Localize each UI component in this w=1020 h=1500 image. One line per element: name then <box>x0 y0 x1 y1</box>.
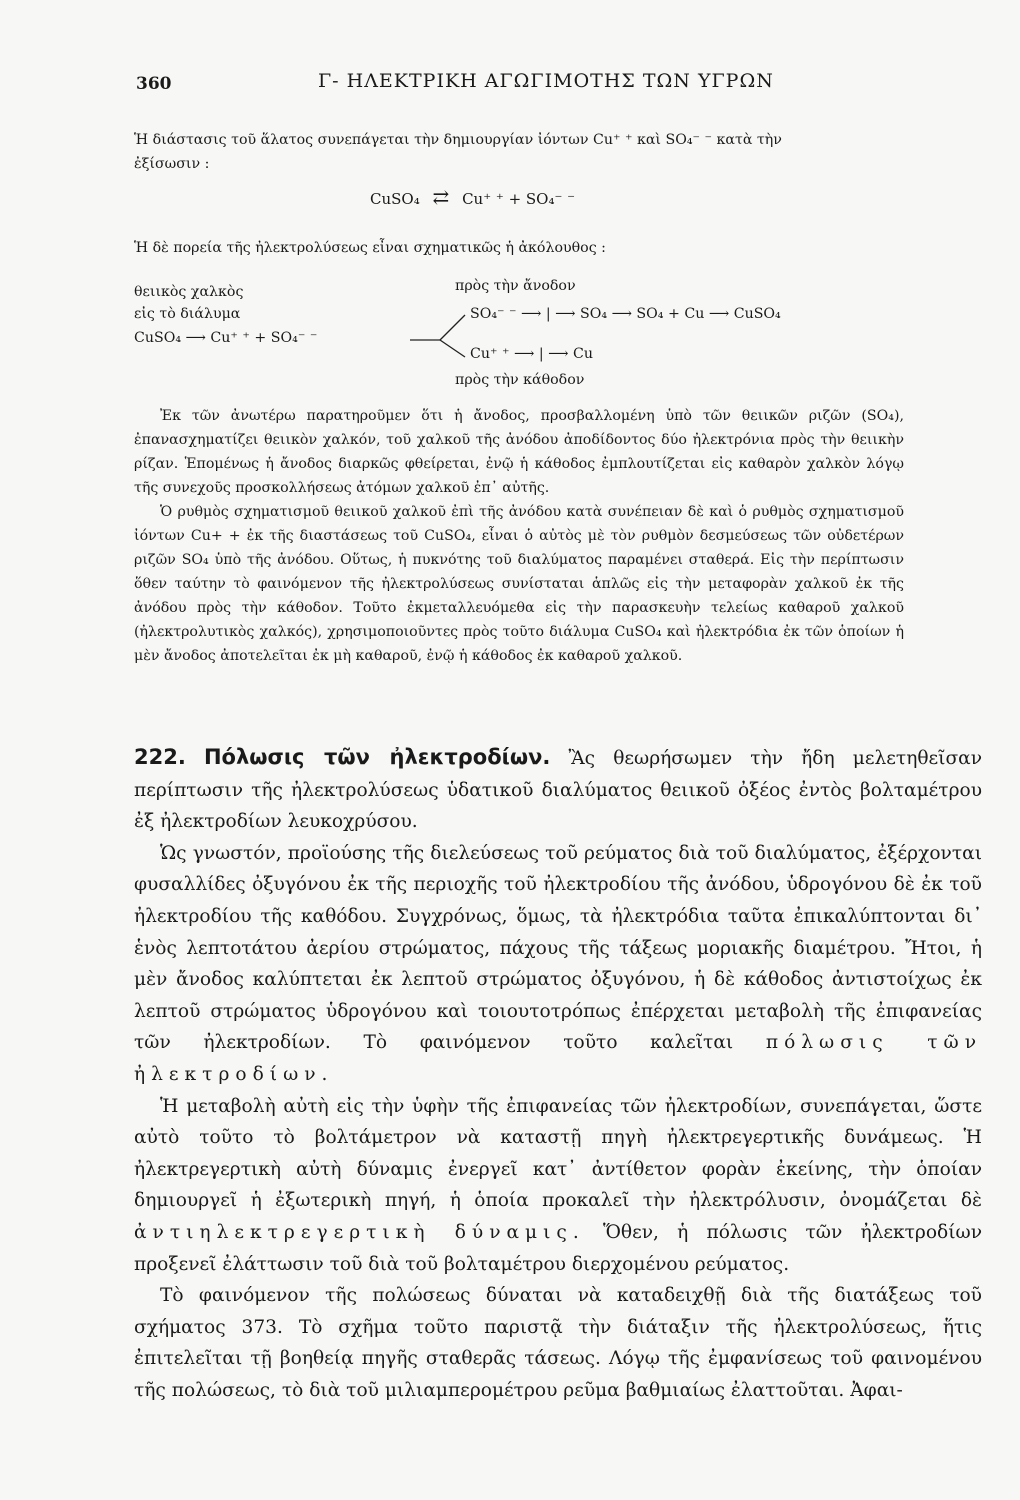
section-222 <box>134 742 982 1406</box>
section-paragraph-4: Τὸ φαινόμενον τῆς πολώσεως δύναται νὰ καταδειχθῇ διὰ τῆς διατάξεως τοῦ σχήματος 373. Τὸ σχῆμα τοῦτο παριστᾷ τὴν διάταξιν τῆς ἠλεκτρολύσεως, ἥτις ἐπιτελεῖται τῇ βοηθείᾳ πηγῆς σταθερᾶς τάσεως. Λόγῳ τῆς ἐμφανίσεως τοῦ φαινομένου τῆς πολώσεως, τὸ διὰ τοῦ μιλιαμπερομέτρου ρεῦμα βαθμιαίως ἐλαττοῦται. Ἀφαι- <box>134 1285 982 1401</box>
section-paragraph-3 <box>134 1091 982 1281</box>
section-paragraph-3b-text: Ὅθεν, ἡ πόλωσις τῶν ἠλεκτροδίων προξενεῖ ἐλάττωσιν τοῦ διὰ τοῦ βολταμέτρου διερχομένου ρεύματος. <box>134 1221 982 1275</box>
equation-left: CuSO₄ <box>370 190 420 208</box>
section-paragraph-3a-text: Ἡ μεταβολὴ αὐτὴ εἰς τὴν ὑφὴν τῆς ἐπιφανείας τῶν ἠλεκτροδίων, συνεπάγεται, ὥστε αὐτὸ τοῦτο τὸ βολτάμετρον νὰ καταστῇ πηγὴ ἠλεκτρεγερτικῆς δυνάμεως. Ἡ ἠλεκτρεγερτικὴ αὐτὴ δύναμις ἐνεργεῖ κατ᾽ ἀντίθετον φορὰν ἐκείνης, τὴν ὁποίαν δημιουργεῖ ἡ ἐξωτερικὴ πηγή, ἡ ὁποία προκαλεῖ τὴν ἠλεκτρόλυσιν, ὀνομάζεται δὲ <box>134 1095 982 1212</box>
equation-right: Cu⁺ ⁺ + SO₄⁻ ⁻ <box>462 190 576 208</box>
term-counter-emf: ἀντιηλεκτρεγερτικὴ δύναμις. <box>134 1221 585 1243</box>
scheme-branch-lines <box>0 0 1020 420</box>
scheme-to-anode: πρὸς τὴν ἄνοδον <box>455 278 576 294</box>
scheme-left-label-1: θειικὸς χαλκὸς <box>134 284 244 300</box>
term-polarization: πόλωσις τῶν ἠλεκτροδίων. <box>134 1032 982 1085</box>
paragraph-anode-reaction: Ἐκ τῶν ἀνωτέρω παρατηροῦμεν ὅτι ἡ ἄνοδος, προσβαλλομένη ὑπὸ τῶν θειικῶν ριζῶν (SO₄), ἐπανασχηματίζει θειικὸν χαλκόν, τοῦ χαλκοῦ τῆς ἀνόδου ἀποδίδοντος δύο ἠλεκτρόνια πρὸς τὴν θειικὴν ρίζαν. Ἑπομένως ἡ ἄνοδος διαρκῶς φθείρεται, ἐνῷ ἡ κάθοδος ἐμπλουτίζεται εἰς καθαρὸν χαλκὸν λόγῳ τῆς συνεχοῦς προσκολλήσεως ἀτόμων χαλκοῦ ἐπ᾽ αὐτῆς. <box>134 408 904 496</box>
section-number: 222. <box>134 745 186 769</box>
paragraph-copper-rate: Ὁ ρυθμὸς σχηματισμοῦ θειικοῦ χαλκοῦ ἐπὶ τῆς ἀνόδου κατὰ συνέπειαν δὲ καὶ ὁ ρυθμὸς σχηματισμοῦ ἰόντων Cu+ + ἐκ τῆς διαστάσεως τοῦ CuSO₄, εἶναι ὁ αὐτὸς μὲ τὸν ρυθμὸν δεσμεύσεως τῶν οὐδετέρων ριζῶν SO₄ ὑπὸ τῆς ἀνόδου. Οὕτως, ἡ πυκνότης τοῦ διαλύματος παραμένει σταθερά. Εἰς τὴν περίπτωσιν ὅθεν ταύτην τὸ φαινόμενον τῆς ἠλεκτρολύσεως συνίσταται ἁπλῶς εἰς τὴν μεταφορὰν χαλκοῦ ἐκ τῆς ἀνόδου πρὸς τὴν κάθοδον. Τοῦτο ἐκμεταλλευόμεθα εἰς τὴν παρασκευὴν τελείως καθαροῦ χαλκοῦ (ἠλεκτρολυτικὸς χαλκός), χρησιμοποιοῦντες πρὸς τοῦτο διάλυμα CuSO₄ καὶ ἠλεκτρόδια ἐκ τῶν ὁποίων ἡ μὲν ἄνοδος ἀποτελεῖται ἐκ μὴ καθαροῦ, ἐνῷ ἡ κάθοδος ἐκ καθαροῦ χαλκοῦ. <box>134 504 904 664</box>
intro-line-2: ἐξίσωσιν : <box>134 156 210 172</box>
section-paragraph-1-text: Ἂς θεωρήσωμεν τὴν ἤδη μελετηθεῖσαν περίπτωσιν τῆς ἠλεκτρολύσεως ὑδατικοῦ διαλύματος θειικοῦ ὀξέος ἐντὸς βολταμέτρου ἐξ ἠλεκτροδίων λευκοχρύσου. <box>134 748 982 833</box>
intro-line-1: Ἡ διάστασις τοῦ ἅλατος συνεπάγεται τὴν δημιουργίαν ἰόντων Cu⁺ ⁺ καὶ SO₄⁻ ⁻ κατὰ τὴν <box>134 132 782 148</box>
equilibrium-arrow: ⇄ <box>432 185 450 209</box>
page-number: 360 <box>136 74 172 94</box>
running-header: Γ- ΗΛΕΚΤΡΙΚΗ ΑΓΩΓΙΜΟΤΗΣ ΤΩΝ ΥΓΡΩΝ <box>318 70 774 92</box>
section-paragraph-2 <box>134 838 982 1091</box>
small-print-block <box>134 404 904 668</box>
scheme-anode-path: SO₄⁻ ⁻ ⟶ | ⟶ SO₄ ⟶ SO₄ + Cu ⟶ CuSO₄ <box>470 306 781 322</box>
section-paragraph-1 <box>134 742 982 838</box>
scheme-dissociation: CuSO₄ ⟶ Cu⁺ ⁺ + SO₄⁻ ⁻ <box>134 330 318 346</box>
scheme-to-cathode: πρὸς τὴν κάθοδον <box>455 372 585 388</box>
scheme-cathode-path: Cu⁺ ⁺ ⟶ | ⟶ Cu <box>470 346 593 362</box>
section-paragraph-2-text: Ὡς γνωστόν, προϊούσης τῆς διελεύσεως τοῦ ρεύματος διὰ τοῦ διαλύματος, ἐξέρχονται φυσαλλίδες ὀξυγόνου ἐκ τῆς περιοχῆς τοῦ ἠλεκτροδίου τῆς ἀνόδου, ὑδρογόνου δὲ ἐκ τοῦ ἠλεκτροδίου τῆς καθόδου. Συγχρόνως, ὅμως, τὰ ἠλεκτρόδια ταῦτα ἐπικαλύπτονται δι᾽ ἑνὸς λεπτοτάτου ἀερίου στρώματος, πάχους τῆς τάξεως μοριακῆς διαμέτρου. Ἤτοι, ἡ μὲν ἄνοδος καλύπτεται ἐκ λεπτοῦ στρώματος ὀξυγόνου, ἡ δὲ κάθοδος ἀντιστοίχως ἐκ λεπτοῦ στρώματος ὑδρογόνου καὶ τοιουτοτρόπως ἐπέρχεται μεταβολὴ τῆς ἐπιφανείας τῶν ἠλεκτροδίων. Τὸ φαινόμενον τοῦτο καλεῖται <box>134 842 982 1054</box>
section-title: Πόλωσις τῶν ἠλεκτροδίων. <box>203 745 551 769</box>
electrolysis-intro: Ἡ δὲ πορεία τῆς ἠλεκτρολύσεως εἶναι σχηματικῶς ἡ ἀκόλουθος : <box>134 240 606 256</box>
scheme-left-label-2: εἰς τὸ διάλυμα <box>134 306 241 322</box>
